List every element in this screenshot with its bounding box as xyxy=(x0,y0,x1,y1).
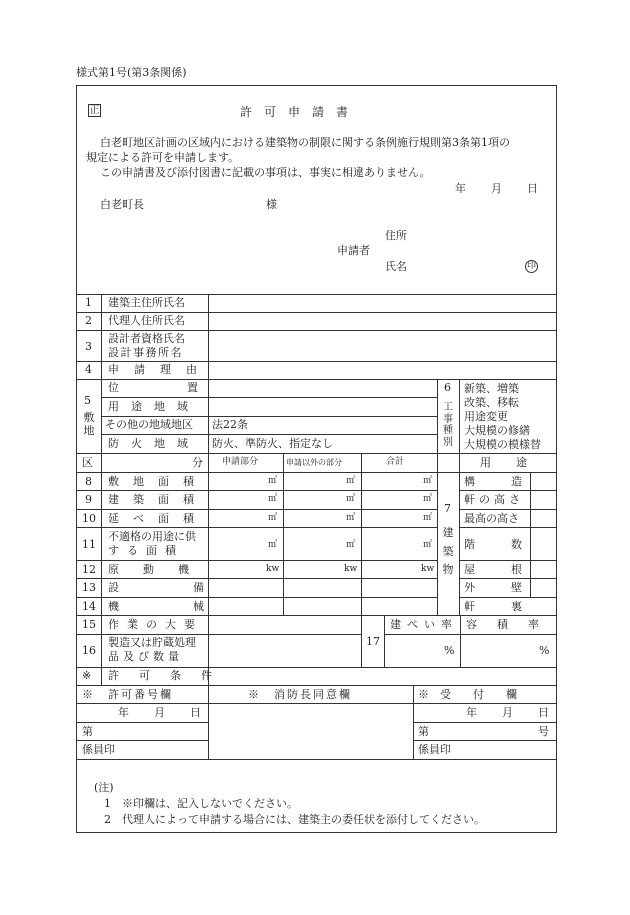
line xyxy=(76,379,557,380)
line xyxy=(384,615,385,667)
unit-sqm: ㎡ xyxy=(346,513,356,523)
storage-label-2: 品及び数量 xyxy=(108,650,183,663)
name-label: 氏名 xyxy=(385,260,407,273)
col-header-ku: 区 xyxy=(82,456,93,469)
col-header-applied: 申請部分 xyxy=(222,457,259,467)
unit-sqm: ㎡ xyxy=(346,476,356,486)
line xyxy=(76,759,557,760)
line xyxy=(76,330,557,331)
line xyxy=(283,453,284,615)
line xyxy=(459,527,557,528)
line xyxy=(76,740,208,741)
fire-district-value: 防火、準防火、指定なし xyxy=(212,437,333,450)
row-number: 2 xyxy=(85,314,92,327)
date-month: 月 xyxy=(154,706,165,719)
zoning-label: 用途地域 xyxy=(108,400,200,413)
line xyxy=(459,578,557,579)
line xyxy=(76,634,362,635)
line xyxy=(208,294,209,685)
line xyxy=(459,379,460,615)
line xyxy=(459,509,557,510)
page-title: 許 可 申 請 書 xyxy=(240,105,349,119)
date-month: 月 xyxy=(502,706,513,719)
line xyxy=(76,453,557,454)
row-number: 13 xyxy=(82,581,96,594)
asterisk-mark: ※ xyxy=(82,669,92,682)
note-2: 2 代理人によって申請する場合には、建築主の委任状を添付してください。 xyxy=(104,813,485,826)
storage-label-1: 製造又は貯蔵処理 xyxy=(108,636,196,649)
floor-area-label: 延べ面積 xyxy=(108,512,208,525)
unit-sqm: ㎡ xyxy=(268,476,278,486)
line xyxy=(413,740,557,741)
unit-sqm: ㎡ xyxy=(268,494,278,504)
col-header-use-2: 途 xyxy=(516,456,527,469)
date-day: 日 xyxy=(538,706,549,719)
site-area-label: 敷地面積 xyxy=(108,475,208,488)
building-side-label: 建築物 xyxy=(442,526,454,577)
dai-label: 第 xyxy=(82,725,93,738)
frame-right xyxy=(556,85,557,833)
go-label: 号 xyxy=(538,725,549,738)
line xyxy=(459,490,557,491)
soffit-label: 軒裏 xyxy=(464,600,558,613)
outer-wall-label: 外壁 xyxy=(464,581,558,594)
work-kind-3: 用途変更 xyxy=(464,410,508,423)
form-label: 様式第1号(第3条関係) xyxy=(76,66,187,79)
row-number: 16 xyxy=(82,644,96,657)
dai-label: 第 xyxy=(418,725,429,738)
permit-number-header: ※ 許可番号欄 xyxy=(82,688,173,701)
line xyxy=(76,578,437,579)
coverage-ratio-label: 建ぺい率 xyxy=(390,618,458,631)
row-number: 6 xyxy=(444,381,451,394)
unit-sqm: ㎡ xyxy=(423,494,433,504)
receipt-header: ※ 受 付 欄 xyxy=(418,688,517,701)
permit-conditions-label: 許可条件 xyxy=(108,669,232,682)
nonconforming-label-1: 不適格の用途に供 xyxy=(108,530,196,543)
mayor-label: 白老町長 xyxy=(100,198,144,211)
row-number: 11 xyxy=(82,538,96,551)
eaves-height-label: 軒の高さ xyxy=(464,493,524,506)
date-day: 日 xyxy=(190,706,201,719)
fire-chief-consent-header: ※ 消防長同意欄 xyxy=(248,688,352,701)
row-number: 14 xyxy=(82,600,96,613)
line xyxy=(101,397,437,398)
line xyxy=(76,722,208,723)
line xyxy=(437,379,438,615)
sama-label: 様 xyxy=(266,198,277,211)
line xyxy=(76,615,557,616)
designer-label: 設計者資格氏名 xyxy=(108,332,185,345)
line xyxy=(76,472,557,473)
max-height-label: 最高の高さ xyxy=(464,512,519,525)
line xyxy=(384,634,557,635)
line xyxy=(76,361,557,362)
row-number: 10 xyxy=(82,512,96,525)
line xyxy=(208,685,209,759)
date-year: 年 xyxy=(118,706,129,719)
unit-sqm: ㎡ xyxy=(346,540,356,550)
unit-sqm: ㎡ xyxy=(346,494,356,504)
line xyxy=(76,509,437,510)
line xyxy=(413,722,557,723)
line xyxy=(76,685,557,686)
unit-kw: kw xyxy=(266,564,280,574)
other-district-value: 法22条 xyxy=(212,418,248,431)
equipment-label: 設備 xyxy=(108,581,278,594)
staff-seal-label: 係員印 xyxy=(82,743,115,756)
col-header-total: 合計 xyxy=(386,457,405,467)
roof-label: 屋根 xyxy=(464,563,558,576)
row-number: 5 xyxy=(84,394,91,407)
date-day: 日 xyxy=(527,182,538,195)
unit-sqm: ㎡ xyxy=(423,513,433,523)
date-month: 月 xyxy=(491,182,502,195)
site-side-label: 敷地 xyxy=(83,411,95,437)
line xyxy=(76,560,437,561)
other-district-label: その他の地域地区 xyxy=(105,418,193,431)
col-header-use-1: 用 xyxy=(480,456,491,469)
unit-sqm: ㎡ xyxy=(268,540,278,550)
line xyxy=(459,560,557,561)
intro-line1: 白老町地区計画の区域内における建築物の制限に関する条例施行規則第3条第1項の xyxy=(100,136,510,149)
col-header-other: 申請以外の部分 xyxy=(286,458,342,467)
note-1: 1 ※印欄は、記入しないでください。 xyxy=(104,797,298,810)
seisho-stamp: 正 xyxy=(89,105,100,116)
intro-line2: 規定による許可を申請します。 xyxy=(86,151,240,164)
row-number: 9 xyxy=(85,493,92,506)
row-number: 1 xyxy=(85,296,92,309)
line xyxy=(76,597,437,598)
work-type-side-label: 工事種別 xyxy=(443,402,453,448)
work-kind-1: 新築、増築 xyxy=(464,382,519,395)
line xyxy=(76,527,437,528)
applicant-label: 申請者 xyxy=(337,244,370,257)
col-header-bun: 分 xyxy=(192,456,203,469)
line xyxy=(460,615,461,667)
unit-kw: kw xyxy=(421,564,435,574)
unit-sqm: ㎡ xyxy=(423,540,433,550)
line xyxy=(76,490,437,491)
line xyxy=(459,597,557,598)
address-label: 住所 xyxy=(385,229,407,242)
row-number: 4 xyxy=(85,363,92,376)
work-kind-5: 大規模の模様替 xyxy=(464,438,541,451)
unit-kw: kw xyxy=(344,564,358,574)
unit-sqm: ㎡ xyxy=(423,476,433,486)
agent-label: 代理人住所氏名 xyxy=(108,314,185,327)
frame-top xyxy=(76,85,557,86)
reason-label: 申請理由 xyxy=(108,363,212,376)
row-number: 15 xyxy=(82,618,96,631)
machinery-label: 機械 xyxy=(108,600,278,613)
location-label: 位置 xyxy=(108,381,266,394)
line xyxy=(76,294,557,295)
floors-label: 階数 xyxy=(464,538,558,551)
building-area-label: 建築面積 xyxy=(108,493,208,506)
row-number: 8 xyxy=(85,475,92,488)
row-number: 3 xyxy=(85,340,92,353)
date-year: 年 xyxy=(466,706,477,719)
line xyxy=(413,685,414,759)
unit-sqm: ㎡ xyxy=(268,513,278,523)
line xyxy=(101,434,437,435)
line xyxy=(76,312,557,313)
design-office-label: 設計事務所名 xyxy=(108,346,183,359)
row-number: 12 xyxy=(82,563,96,576)
line xyxy=(530,472,531,597)
line xyxy=(76,667,557,668)
row-number: 7 xyxy=(444,502,451,515)
frame-bottom xyxy=(76,832,557,833)
work-summary-label: 作業の大要 xyxy=(108,618,203,631)
floor-area-ratio-label: 容積率 xyxy=(466,618,559,631)
work-kind-2: 改築、移転 xyxy=(464,396,519,409)
fire-district-label: 防火地域 xyxy=(108,437,200,450)
date-year: 年 xyxy=(455,182,466,195)
nonconforming-label-2: する面積 xyxy=(108,544,184,557)
seal-mark: 印 xyxy=(526,261,536,271)
row-number: 17 xyxy=(366,635,380,648)
work-kind-4: 大規模の修繕 xyxy=(464,424,530,437)
frame-left xyxy=(76,85,77,833)
motor-label: 原動機 xyxy=(108,563,213,576)
notes-heading: (注) xyxy=(94,781,114,794)
percent-unit: % xyxy=(539,644,550,657)
line xyxy=(361,453,362,667)
structure-label: 構造 xyxy=(464,475,558,488)
intro-line3: この申請書及び添付図書に記載の事項は、事実に相違ありません。 xyxy=(100,166,431,179)
staff-seal-label: 係員印 xyxy=(418,743,451,756)
line xyxy=(101,416,437,417)
percent-unit: % xyxy=(444,644,455,657)
line xyxy=(101,294,102,685)
owner-label: 建築主住所氏名 xyxy=(108,296,185,309)
line xyxy=(76,703,557,704)
